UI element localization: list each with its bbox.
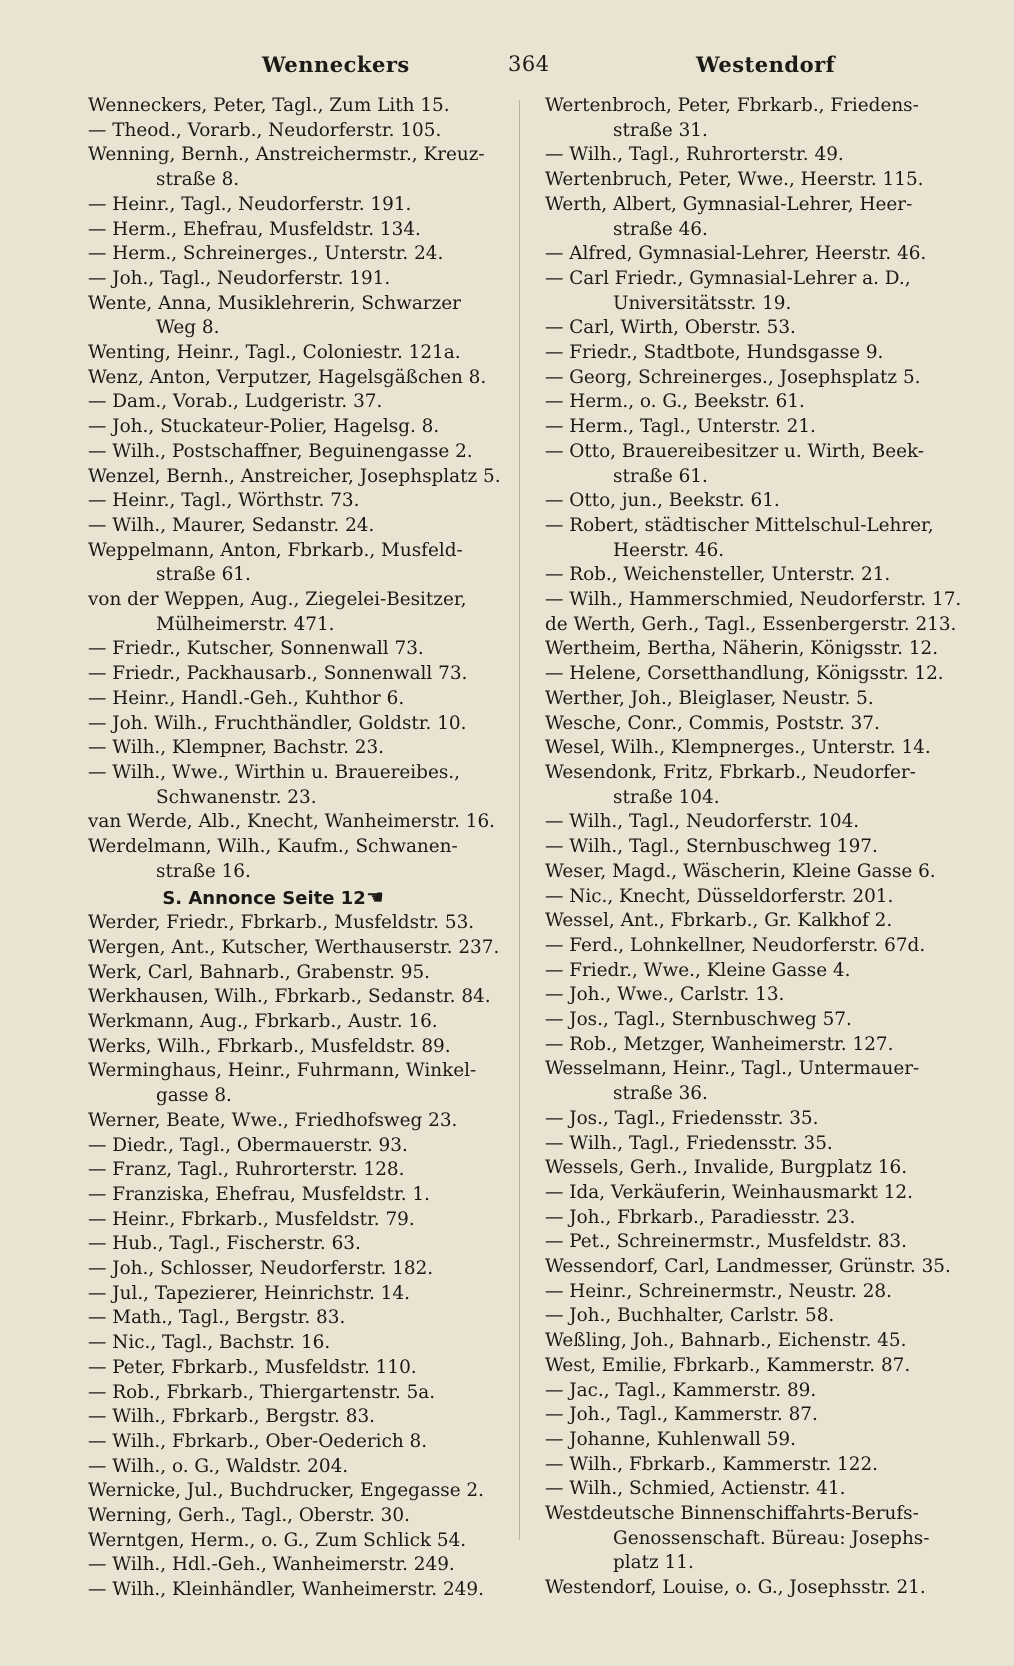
directory-entry-line <box>88 1553 528 1578</box>
entry-text: Westdeutsche Binnenschiffahrts-Berufs- <box>545 1503 919 1525</box>
directory-entry-line <box>545 909 983 934</box>
entry-text: Werntgen, Herm., o. G., Zum Schlick 54. <box>88 1529 467 1551</box>
directory-entry-line <box>88 563 528 588</box>
entry-text: straße 61. <box>156 564 251 586</box>
entry-text: — Joh., Wwe., Carlstr. 13. <box>545 984 785 1006</box>
directory-entry-line <box>545 1156 983 1181</box>
directory-entry-line <box>545 1280 983 1305</box>
directory-entry-line <box>545 1206 983 1231</box>
entry-text: Wessendorf, Carl, Landmesser, Grünstr. 35. <box>545 1256 951 1278</box>
entry-text: Werder, Friedr., Fbrkarb., Musfeldstr. 53. <box>88 912 475 934</box>
entry-text: Wertheim, Bertha, Näherin, Königsstr. 12. <box>545 638 939 660</box>
entry-text: — Otto, Brauereibesitzer u. Wirth, Beek- <box>545 440 925 462</box>
entry-text: Wertenbroch, Peter, Fbrkarb., Friedens- <box>545 95 919 116</box>
directory-entry-line <box>88 366 528 391</box>
entry-text: — Joh., Fbrkarb., Paradiesstr. 23. <box>545 1206 856 1228</box>
directory-entry-line <box>545 1453 983 1478</box>
entry-text: Wessel, Ant., Fbrkarb., Gr. Kalkhof 2. <box>545 910 893 932</box>
entry-text: — Peter, Fbrkarb., Musfeldstr. 110. <box>88 1356 417 1378</box>
entry-text: Werkmann, Aug., Fbrkarb., Austr. 16. <box>88 1011 438 1033</box>
directory-entry-line <box>88 1010 528 1035</box>
header-right-keyword: Westendorf <box>696 52 836 77</box>
directory-entry-line <box>88 786 528 811</box>
directory-entry-line <box>88 465 528 490</box>
directory-entry-line <box>545 687 983 712</box>
entry-text: — Wilh., Hammerschmied, Neudorferstr. 17. <box>545 589 962 611</box>
entry-text: — Robert, städtischer Mittelschul-Lehrer, <box>545 514 934 536</box>
directory-entry-line <box>545 440 983 465</box>
directory-entry-line <box>88 1109 528 1134</box>
directory-entry-line <box>545 1008 983 1033</box>
directory-entry-line <box>545 1255 983 1280</box>
entry-text: — Wilh., Tagl., Ruhrorterstr. 49. <box>545 144 844 166</box>
entry-text: — Carl Friedr., Gymnasial-Lehrer a. D., <box>545 267 911 289</box>
entry-text: — Friedr., Wwe., Kleine Gasse 4. <box>545 959 851 981</box>
entry-text: Universitätsstr. 19. <box>613 292 792 314</box>
directory-entry-line <box>88 1134 528 1159</box>
entry-text: — Johanne, Kuhlenwall 59. <box>545 1428 796 1450</box>
entry-text: straße 46. <box>613 218 708 240</box>
directory-entry-line <box>88 242 528 267</box>
entry-text: Wenning, Bernh., Anstreichermstr., Kreuz- <box>88 144 485 166</box>
directory-entry-line <box>88 1479 528 1504</box>
entry-text: — Wilh., Postschaffner, Beguinengasse 2. <box>88 440 473 462</box>
entry-text: Wenzel, Bernh., Anstreicher, Josephsplatz 5. <box>88 465 501 487</box>
entry-text: Genossenschaft. Büreau: Josephs- <box>613 1527 930 1549</box>
entry-text: Wente, Anna, Musiklehrerin, Schwarzer <box>88 292 461 314</box>
entry-text: de Werth, Gerh., Tagl., Essenbergerstr. 213. <box>545 613 957 635</box>
directory-entry-line <box>545 736 983 761</box>
entry-text: — Joh. Wilh., Fruchthändler, Goldstr. 10. <box>88 712 467 734</box>
directory-entry-line <box>88 143 528 168</box>
entry-text: Schwanenstr. 23. <box>156 786 317 808</box>
entry-text: — Ferd., Lohnkellner, Neudorferstr. 67d. <box>545 934 926 956</box>
entry-text: Werner, Beate, Wwe., Friedhofsweg 23. <box>88 1109 458 1131</box>
directory-entry-line <box>88 860 528 885</box>
entry-text: — Joh., Stuckateur-Polier, Hagelsg. 8. <box>88 416 440 438</box>
entry-text: — Rob., Metzger, Wanheimerstr. 127. <box>545 1033 894 1055</box>
directory-entry-line <box>545 1576 983 1601</box>
directory-entry-line <box>545 415 983 440</box>
entry-text: straße 36. <box>613 1083 708 1105</box>
directory-entry-line <box>88 1059 528 1084</box>
entry-text: — Wilh., Tagl., Sternbuschweg 197. <box>545 836 878 858</box>
directory-entry-line <box>88 1405 528 1430</box>
entry-text: — Heinr., Tagl., Wörthstr. 73. <box>88 490 360 512</box>
entry-text: — Herm., o. G., Beekstr. 61. <box>545 391 805 413</box>
directory-entry-line <box>88 1578 528 1603</box>
directory-entry-line <box>545 1132 983 1157</box>
entry-text: Wesendonk, Fritz, Fbrkarb., Neudorfer- <box>545 761 916 783</box>
entry-text: straße 104. <box>613 786 720 808</box>
directory-entry-line <box>545 341 983 366</box>
directory-entry-line <box>88 1504 528 1529</box>
directory-entry-line <box>88 985 528 1010</box>
directory-entry-line <box>545 168 983 193</box>
directory-entry-line <box>545 1033 983 1058</box>
right-column <box>545 94 983 1601</box>
entry-text: gasse 8. <box>156 1085 232 1107</box>
entry-text: Werth, Albert, Gymnasial-Lehrer, Heer- <box>545 193 913 215</box>
directory-entry-line <box>88 193 528 218</box>
directory-entry-line <box>545 810 983 835</box>
directory-entry-line <box>545 959 983 984</box>
directory-entry-line <box>88 1257 528 1282</box>
entry-text: Wenneckers, Peter, Tagl., Zum Lith 15. <box>88 95 450 116</box>
entry-text: Weser, Magd., Wäscherin, Kleine Gasse 6. <box>545 860 936 882</box>
entry-text: Wenting, Heinr., Tagl., Coloniestr. 121a. <box>88 342 461 364</box>
annonce-reference <box>88 885 528 912</box>
entry-text: — Heinr., Fbrkarb., Musfeldstr. 79. <box>88 1208 415 1230</box>
directory-entry-line <box>88 1430 528 1455</box>
entry-text: — Heinr., Handl.-Geh., Kuhthor 6. <box>88 687 405 709</box>
entry-text: — Helene, Corsetthandlung, Königsstr. 12. <box>545 663 944 685</box>
entry-text: West, Emilie, Fbrkarb., Kammerstr. 87. <box>545 1354 911 1376</box>
directory-entry-line <box>88 1282 528 1307</box>
directory-entry-line <box>545 563 983 588</box>
entry-text: — Alfred, Gymnasial-Lehrer, Heerstr. 46. <box>545 243 927 265</box>
entry-text: Werkhausen, Wilh., Fbrkarb., Sedanstr. 84. <box>88 986 491 1008</box>
directory-entry-line <box>88 168 528 193</box>
directory-entry-line <box>545 761 983 786</box>
directory-entry-line <box>545 835 983 860</box>
directory-entry-line <box>545 1329 983 1354</box>
directory-entry-line <box>88 1183 528 1208</box>
directory-entry-line <box>88 94 528 119</box>
directory-entry-line <box>545 1428 983 1453</box>
entry-text: — Math., Tagl., Bergstr. 83. <box>88 1307 346 1329</box>
entry-text: Mülheimerstr. 471. <box>156 613 335 635</box>
entry-text: — Heinr., Schreinermstr., Neustr. 28. <box>545 1280 892 1302</box>
directory-entry-line <box>545 1082 983 1107</box>
pointing-hand-icon: ☛ <box>365 884 384 909</box>
entry-text: — Rob., Fbrkarb., Thiergartenstr. 5a. <box>88 1381 436 1403</box>
entry-text: — Jul., Tapezierer, Heinrichstr. 14. <box>88 1282 410 1304</box>
entry-text: Werdelmann, Wilh., Kaufm., Schwanen- <box>88 836 458 858</box>
entry-text: — Joh., Schlosser, Neudorferstr. 182. <box>88 1258 434 1280</box>
entry-text: — Hub., Tagl., Fischerstr. 63. <box>88 1233 361 1255</box>
directory-entry-line <box>545 662 983 687</box>
entry-text: — Herm., Ehefrau, Musfeldstr. 134. <box>88 218 421 240</box>
entry-text: platz 11. <box>613 1552 694 1574</box>
directory-entry-line <box>545 1304 983 1329</box>
directory-entry-line <box>88 316 528 341</box>
directory-entry-line <box>545 267 983 292</box>
entry-text: straße 16. <box>156 860 251 882</box>
directory-entry-line <box>88 1158 528 1183</box>
entry-text: — Wilh., Tagl., Friedensstr. 35. <box>545 1132 833 1154</box>
entry-text: — Wilh., Klempner, Bachstr. 23. <box>88 737 385 759</box>
directory-entry-line <box>545 242 983 267</box>
directory-entry-line <box>545 1403 983 1428</box>
entry-text: Wergen, Ant., Kutscher, Werthauserstr. 237. <box>88 936 500 958</box>
entry-text: Wesselmann, Heinr., Tagl., Untermauer- <box>545 1058 920 1080</box>
entry-text: Werminghaus, Heinr., Fuhrmann, Winkel- <box>88 1060 477 1082</box>
entry-text: — Theod., Vorarb., Neudorferstr. 105. <box>88 119 442 141</box>
directory-entry-line <box>88 119 528 144</box>
directory-entry-line <box>88 415 528 440</box>
entry-text: Werther, Joh., Bleiglaser, Neustr. 5. <box>545 687 874 709</box>
entry-text: — Wilh., Tagl., Neudorferstr. 104. <box>545 811 860 833</box>
entry-text: — Joh., Tagl., Kammerstr. 87. <box>545 1404 818 1426</box>
directory-entry-line <box>545 539 983 564</box>
entry-text: straße 8. <box>156 169 240 191</box>
entry-text: Weg 8. <box>156 317 220 339</box>
directory-entry-line <box>88 1035 528 1060</box>
entry-text: — Friedr., Packhausarb., Sonnenwall 73. <box>88 663 468 685</box>
directory-entry-line <box>88 292 528 317</box>
entry-text: — Wilh., Fbrkarb., Kammerstr. 122. <box>545 1453 878 1475</box>
directory-entry-line <box>88 489 528 514</box>
entry-text: Weppelmann, Anton, Fbrkarb., Musfeld- <box>88 539 463 561</box>
directory-entry-line <box>545 193 983 218</box>
directory-entry-line <box>545 465 983 490</box>
directory-entry-line <box>88 588 528 613</box>
directory-entry-line <box>88 1381 528 1406</box>
directory-entry-line <box>88 1331 528 1356</box>
entry-text: Weßling, Joh., Bahnarb., Eichenstr. 45. <box>545 1330 907 1352</box>
directory-entry-line <box>545 1502 983 1527</box>
directory-entry-line <box>545 119 983 144</box>
directory-entry-line <box>88 687 528 712</box>
directory-entry-line <box>545 94 983 119</box>
header-left-keyword: Wenneckers <box>262 52 410 77</box>
directory-entry-line <box>88 390 528 415</box>
directory-entry-line <box>545 1057 983 1082</box>
entry-text: — Friedr., Kutscher, Sonnenwall 73. <box>88 638 424 660</box>
entry-text: Wertenbruch, Peter, Wwe., Heerstr. 115. <box>545 169 924 191</box>
entry-text: — Wilh., o. G., Waldstr. 204. <box>88 1455 349 1477</box>
entry-text: — Diedr., Tagl., Obermauerstr. 93. <box>88 1134 408 1156</box>
directory-entry-line <box>88 440 528 465</box>
directory-entry-line <box>545 1181 983 1206</box>
left-column <box>88 94 528 1603</box>
directory-entry-line <box>545 489 983 514</box>
directory-entry-line <box>88 810 528 835</box>
directory-entry-line <box>545 292 983 317</box>
directory-entry-line <box>88 936 528 961</box>
directory-entry-line <box>545 1379 983 1404</box>
directory-entry-line <box>545 637 983 662</box>
entry-text: — Ida, Verkäuferin, Weinhausmarkt 12. <box>545 1181 913 1203</box>
page-header <box>0 52 1014 82</box>
directory-entry-line <box>545 885 983 910</box>
entry-text: Wenz, Anton, Verputzer, Hagelsgäßchen 8. <box>88 366 487 388</box>
directory-entry-line <box>88 1356 528 1381</box>
entry-text: — Rob., Weichensteller, Unterstr. 21. <box>545 564 891 586</box>
directory-entry-line <box>88 514 528 539</box>
entry-text: — Herm., Schreinerges., Unterstr. 24. <box>88 243 444 265</box>
entry-text: — Wilh., Wwe., Wirthin u. Brauereibes., <box>88 761 460 783</box>
entry-text: Wesel, Wilh., Klempnerges., Unterstr. 14. <box>545 737 931 759</box>
entry-text: — Nic., Tagl., Bachstr. 16. <box>88 1332 331 1354</box>
entry-text: — Wilh., Kleinhändler, Wanheimerstr. 249. <box>88 1579 484 1601</box>
entry-text: Werk, Carl, Bahnarb., Grabenstr. 95. <box>88 961 431 983</box>
directory-entry-line <box>88 1084 528 1109</box>
entry-text: — Georg, Schreinerges., Josephsplatz 5. <box>545 366 921 388</box>
directory-entry-line <box>545 1107 983 1132</box>
entry-text: — Jac., Tagl., Kammerstr. 89. <box>545 1379 817 1401</box>
directory-entry-line <box>88 1306 528 1331</box>
entry-text: — Wilh., Hdl.-Geh., Wanheimerstr. 249. <box>88 1554 455 1576</box>
directory-entry-line <box>88 1529 528 1554</box>
entry-text: — Franz, Tagl., Ruhrorterstr. 128. <box>88 1159 405 1181</box>
entry-text: straße 31. <box>613 119 708 141</box>
entry-text: — Jos., Tagl., Friedensstr. 35. <box>545 1107 819 1129</box>
directory-entry-line <box>545 860 983 885</box>
directory-entry-line <box>88 1208 528 1233</box>
directory-entry-line <box>545 1230 983 1255</box>
entry-text: — Joh., Tagl., Neudorferstr. 191. <box>88 267 391 289</box>
directory-entry-line <box>545 218 983 243</box>
directory-entry-line <box>545 934 983 959</box>
entry-text: S. Annonce Seite 12 <box>162 887 366 909</box>
directory-entry-line <box>545 366 983 391</box>
directory-entry-line <box>88 1455 528 1480</box>
entry-text: — Wilh., Fbrkarb., Ober-Oederich 8. <box>88 1430 428 1452</box>
directory-entry-line <box>545 786 983 811</box>
entry-text: — Dam., Vorab., Ludgeristr. 37. <box>88 391 383 413</box>
entry-text: — Otto, jun., Beekstr. 61. <box>545 490 780 512</box>
directory-entry-line <box>88 1232 528 1257</box>
entry-text: — Wilh., Maurer, Sedanstr. 24. <box>88 514 375 536</box>
directory-entry-line <box>545 588 983 613</box>
directory-entry-line <box>545 1527 983 1552</box>
page-number: 364 <box>508 52 550 76</box>
entry-text: Westendorf, Louise, o. G., Josephsstr. 21. <box>545 1577 926 1599</box>
entry-text: — Nic., Knecht, Düsseldorferstr. 201. <box>545 885 894 907</box>
entry-text: von der Weppen, Aug., Ziegelei-Besitzer, <box>88 589 467 611</box>
entry-text: — Pet., Schreinermstr., Musfeldstr. 83. <box>545 1231 907 1253</box>
directory-entry-line <box>88 662 528 687</box>
directory-entry-line <box>88 761 528 786</box>
directory-entry-line <box>88 911 528 936</box>
entry-text: Wesche, Conr., Commis, Poststr. 37. <box>545 712 880 734</box>
entry-text: straße 61. <box>613 465 708 487</box>
directory-entry-line <box>545 390 983 415</box>
entry-text: — Heinr., Tagl., Neudorferstr. 191. <box>88 193 412 215</box>
directory-entry-line <box>88 539 528 564</box>
entry-text: — Franziska, Ehefrau, Musfeldstr. 1. <box>88 1183 430 1205</box>
entry-text: — Friedr., Stadtbote, Hundsgasse 9. <box>545 342 884 364</box>
entry-text: Werks, Wilh., Fbrkarb., Musfeldstr. 89. <box>88 1035 451 1057</box>
directory-entry-line <box>88 267 528 292</box>
directory-entry-line <box>88 835 528 860</box>
directory-entry-line <box>545 1477 983 1502</box>
directory-entry-line <box>88 712 528 737</box>
entry-text: Heerstr. 46. <box>613 539 725 561</box>
directory-entry-line <box>88 637 528 662</box>
entry-text: — Wilh., Fbrkarb., Bergstr. 83. <box>88 1406 375 1428</box>
directory-entry-line <box>545 712 983 737</box>
directory-entry-line <box>88 961 528 986</box>
directory-entry-line <box>545 983 983 1008</box>
entry-text: — Joh., Buchhalter, Carlstr. 58. <box>545 1305 835 1327</box>
directory-entry-line <box>545 613 983 638</box>
directory-entry-line <box>88 613 528 638</box>
entry-text: Wessels, Gerh., Invalide, Burgplatz 16. <box>545 1157 908 1179</box>
directory-entry-line <box>545 1551 983 1576</box>
entry-text: Wernicke, Jul., Buchdrucker, Engegasse 2. <box>88 1480 484 1502</box>
directory-entry-line <box>545 514 983 539</box>
directory-entry-line <box>545 316 983 341</box>
entry-text: — Herm., Tagl., Unterstr. 21. <box>545 416 816 438</box>
directory-entry-line <box>88 341 528 366</box>
entry-text: Werning, Gerh., Tagl., Oberstr. 30. <box>88 1505 410 1527</box>
directory-entry-line <box>88 218 528 243</box>
entry-text: van Werde, Alb., Knecht, Wanheimerstr. 16. <box>88 811 496 833</box>
directory-entry-line <box>545 143 983 168</box>
directory-entry-line <box>545 1354 983 1379</box>
entry-text: — Jos., Tagl., Sternbuschweg 57. <box>545 1009 852 1031</box>
entry-text: — Carl, Wirth, Oberstr. 53. <box>545 317 796 339</box>
entry-text: — Wilh., Schmied, Actienstr. 41. <box>545 1478 846 1500</box>
directory-entry-line <box>88 736 528 761</box>
